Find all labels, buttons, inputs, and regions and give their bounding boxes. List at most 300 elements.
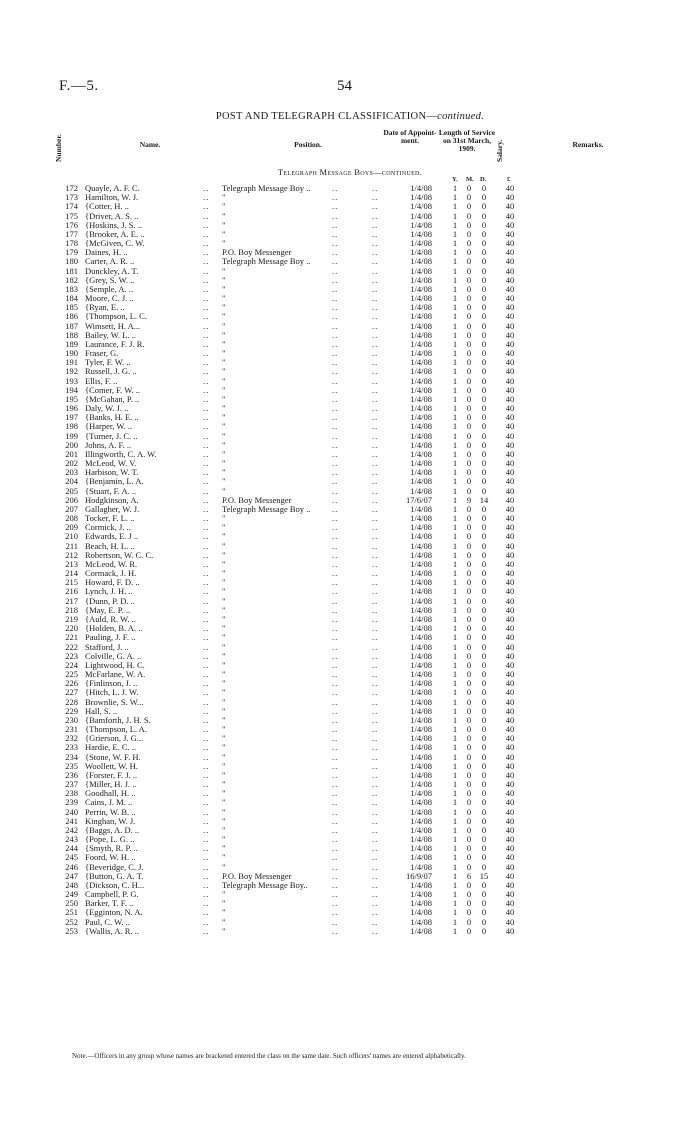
row-date: 1/4/08	[410, 283, 432, 294]
row-number: 195	[65, 393, 78, 404]
row-leader: ..	[332, 228, 339, 239]
row-leader: ..	[332, 751, 339, 762]
row-position: P.O. Boy Messenger	[222, 247, 292, 258]
row-leader: ..	[332, 714, 339, 725]
row-years: 1	[452, 678, 458, 689]
row-number: 214	[65, 568, 78, 579]
row-days: 0	[481, 412, 487, 423]
row-date: 1/4/08	[410, 201, 432, 212]
row-days: 0	[481, 659, 487, 670]
row-number: 197	[65, 412, 78, 423]
row-days: 0	[481, 338, 487, 349]
row-number: 207	[65, 503, 78, 514]
row-months: 0	[466, 274, 472, 285]
row-days: 0	[481, 577, 487, 588]
row-years: 1	[452, 586, 458, 597]
row-name: {Beveridge, C. J.	[85, 861, 144, 872]
row-date: 1/4/08	[410, 265, 432, 276]
row-date: 1/4/08	[410, 742, 432, 753]
page-title	[0, 111, 700, 122]
row-position: "	[222, 604, 226, 615]
row-salary: 40	[505, 861, 515, 872]
row-leader: ..	[372, 824, 379, 835]
row-number: 224	[65, 659, 78, 670]
row-leader: ..	[372, 613, 379, 624]
row-years: 1	[452, 247, 458, 258]
row-leader: ..	[372, 293, 379, 304]
row-leader: ..	[372, 503, 379, 514]
row-number: 248	[65, 879, 78, 890]
row-position: "	[222, 641, 226, 652]
row-months: 0	[466, 403, 472, 414]
row-months: 0	[466, 338, 472, 349]
row-months: 0	[466, 834, 472, 845]
row-leader: ..	[203, 669, 210, 679]
row-name: Gallagher, W. J.	[85, 503, 140, 514]
row-leader: ..	[372, 192, 379, 203]
row-position: "	[222, 329, 226, 340]
row-name: {Button, G. A. T.	[85, 870, 144, 881]
row-years: 1	[452, 494, 458, 505]
row-leader: ..	[203, 238, 210, 249]
row-months: 0	[466, 852, 472, 863]
row-name: Howard, F. D. ..	[85, 577, 140, 588]
row-date: 1/4/08	[410, 595, 432, 606]
row-leader: ..	[332, 925, 339, 936]
row-years: 1	[452, 430, 458, 441]
row-number: 229	[65, 705, 78, 716]
row-leader: ..	[332, 366, 339, 377]
row-leader: ..	[332, 348, 339, 359]
row-number: 244	[65, 843, 78, 854]
row-months: 0	[466, 183, 472, 193]
row-number: 186	[65, 311, 78, 322]
row-months: 0	[466, 568, 472, 579]
row-leader: ..	[372, 247, 379, 258]
row-name: {Thompson, L. C.	[85, 311, 147, 322]
row-days: 0	[481, 403, 487, 414]
row-salary: 40	[505, 393, 515, 404]
row-months: 0	[466, 320, 472, 331]
row-leader: ..	[372, 779, 379, 790]
row-date: 1/4/08	[410, 696, 432, 707]
unit-years: Y.	[452, 176, 458, 183]
row-salary: 40	[505, 907, 515, 918]
row-salary: 40	[505, 879, 515, 890]
row-salary: 40	[505, 485, 515, 496]
row-days: 0	[481, 733, 487, 744]
row-position: "	[222, 861, 226, 872]
row-leader: ..	[203, 879, 210, 890]
row-name: {Forster, F. J. ..	[85, 769, 138, 780]
row-days: 0	[481, 274, 487, 285]
row-months: 0	[466, 210, 472, 221]
row-name: {Brooker, A. E. ..	[85, 228, 145, 239]
row-position: "	[222, 283, 226, 294]
row-position: "	[222, 393, 226, 404]
row-months: 0	[466, 916, 472, 927]
row-leader: ..	[203, 843, 210, 854]
row-months: 0	[466, 604, 472, 615]
row-days: 0	[481, 293, 487, 304]
row-leader: ..	[332, 834, 339, 845]
row-days: 0	[481, 678, 487, 689]
row-leader: ..	[332, 779, 339, 790]
row-days: 0	[481, 907, 487, 918]
row-name: Woollett, W. H.	[85, 760, 138, 771]
row-leader: ..	[332, 210, 339, 221]
row-months: 0	[466, 265, 472, 276]
row-leader: ..	[203, 687, 210, 698]
row-years: 1	[452, 540, 458, 551]
row-months: 0	[466, 788, 472, 799]
row-salary: 40	[505, 219, 515, 230]
row-number: 226	[65, 678, 78, 689]
row-number: 187	[65, 320, 78, 331]
row-leader: ..	[372, 393, 379, 404]
row-years: 1	[452, 604, 458, 615]
row-leader: ..	[203, 769, 210, 780]
row-position: "	[222, 311, 226, 322]
row-leader: ..	[203, 403, 210, 414]
row-name: Daines, H. ..	[85, 247, 128, 258]
header-remarks: Remarks.	[572, 140, 604, 149]
row-years: 1	[452, 879, 458, 890]
row-years: 1	[452, 531, 458, 542]
row-leader: ..	[203, 192, 210, 203]
row-months: 0	[466, 843, 472, 854]
row-date: 1/4/08	[410, 824, 432, 835]
row-leader: ..	[203, 540, 210, 551]
row-leader: ..	[203, 595, 210, 606]
row-number: 246	[65, 861, 78, 872]
row-months: 0	[466, 256, 472, 267]
row-position: Telegraph Message Boy ..	[222, 256, 311, 267]
row-date: 1/4/08	[410, 669, 432, 679]
row-date: 1/4/08	[410, 586, 432, 597]
row-leader: ..	[332, 760, 339, 771]
row-number: 179	[65, 247, 78, 258]
row-name: {Thompson, L. A.	[85, 724, 147, 735]
row-position: "	[222, 586, 226, 597]
row-name: Edwards, E. J ..	[85, 531, 139, 542]
row-leader: ..	[372, 724, 379, 735]
row-position: P.O. Boy Messenger	[222, 870, 292, 881]
row-days: 0	[481, 815, 487, 826]
row-months: 0	[466, 329, 472, 340]
row-name: McFarlane, W. A.	[85, 669, 146, 679]
row-date: 1/4/08	[410, 357, 432, 368]
row-years: 1	[452, 834, 458, 845]
row-position: "	[222, 843, 226, 854]
row-date: 1/4/08	[410, 228, 432, 239]
row-number: 233	[65, 742, 78, 753]
row-name: Lynch, J. H. ..	[85, 586, 133, 597]
row-number: 237	[65, 779, 78, 790]
row-salary: 40	[505, 779, 515, 790]
row-position: "	[222, 348, 226, 359]
row-years: 1	[452, 742, 458, 753]
row-days: 0	[481, 283, 487, 294]
row-days: 0	[481, 549, 487, 560]
row-leader: ..	[203, 779, 210, 790]
row-date: 1/4/08	[410, 219, 432, 230]
row-leader: ..	[332, 283, 339, 294]
row-date: 1/4/08	[410, 861, 432, 872]
row-leader: ..	[372, 705, 379, 716]
row-months: 0	[466, 797, 472, 808]
row-date: 1/4/08	[410, 925, 432, 936]
row-leader: ..	[372, 549, 379, 560]
row-years: 1	[452, 320, 458, 331]
row-leader: ..	[372, 320, 379, 331]
row-date: 1/4/08	[410, 705, 432, 716]
row-days: 0	[481, 613, 487, 624]
row-leader: ..	[332, 476, 339, 487]
row-leader: ..	[372, 843, 379, 854]
row-years: 1	[452, 870, 458, 881]
row-date: 1/4/08	[410, 549, 432, 560]
row-leader: ..	[372, 650, 379, 661]
row-date: 1/4/08	[410, 311, 432, 322]
row-name: {Banks, H. E. ..	[85, 412, 139, 423]
row-position: "	[222, 540, 226, 551]
row-days: 0	[481, 604, 487, 615]
row-days: 0	[481, 724, 487, 735]
row-leader: ..	[372, 256, 379, 267]
row-years: 1	[452, 421, 458, 432]
row-days: 0	[481, 256, 487, 267]
row-name: {Holden, B. A. ..	[85, 623, 143, 634]
row-years: 1	[452, 467, 458, 478]
row-leader: ..	[203, 577, 210, 588]
row-salary: 40	[505, 228, 515, 239]
row-years: 1	[452, 274, 458, 285]
row-leader: ..	[372, 201, 379, 212]
row-years: 1	[452, 861, 458, 872]
row-days: 0	[481, 714, 487, 725]
row-leader: ..	[372, 219, 379, 230]
row-number: 173	[65, 192, 78, 203]
row-name: Campbell, P. G.	[85, 889, 139, 900]
row-years: 1	[452, 760, 458, 771]
row-number: 245	[65, 852, 78, 863]
row-days: 0	[481, 751, 487, 762]
row-salary: 40	[505, 503, 515, 514]
table-row	[0, 202, 700, 211]
row-date: 1/4/08	[410, 714, 432, 725]
row-days: 0	[481, 742, 487, 753]
row-days: 0	[481, 302, 487, 313]
row-days: 0	[481, 522, 487, 533]
row-date: 1/4/08	[410, 183, 432, 193]
row-number: 198	[65, 421, 78, 432]
row-months: 0	[466, 293, 472, 304]
row-salary: 40	[505, 687, 515, 698]
row-date: 1/4/08	[410, 898, 432, 909]
row-leader: ..	[332, 568, 339, 579]
row-number: 209	[65, 522, 78, 533]
row-name: {Comer, F. W. ..	[85, 384, 141, 395]
row-salary: 40	[505, 283, 515, 294]
row-position: "	[222, 403, 226, 414]
row-name: {Semple, A. ..	[85, 283, 133, 294]
row-days: 0	[481, 898, 487, 909]
row-days: 0	[481, 696, 487, 707]
row-leader: ..	[203, 375, 210, 386]
row-days: 0	[481, 797, 487, 808]
row-days: 0	[481, 852, 487, 863]
row-position: "	[222, 714, 226, 725]
row-leader: ..	[372, 898, 379, 909]
row-date: 1/4/08	[410, 540, 432, 551]
row-number: 218	[65, 604, 78, 615]
row-date: 1/4/08	[410, 403, 432, 414]
row-leader: ..	[332, 843, 339, 854]
row-position: "	[222, 623, 226, 634]
row-months: 0	[466, 898, 472, 909]
row-years: 1	[452, 283, 458, 294]
row-days: 0	[481, 861, 487, 872]
row-salary: 40	[505, 421, 515, 432]
row-years: 1	[452, 595, 458, 606]
row-days: 0	[481, 366, 487, 377]
row-salary: 40	[505, 751, 515, 762]
row-name: {Bamforth, J. H. S.	[85, 714, 151, 725]
row-position: "	[222, 357, 226, 368]
row-leader: ..	[372, 641, 379, 652]
row-position: "	[222, 632, 226, 643]
row-name: {Smyth, R. P. ..	[85, 843, 138, 854]
row-number: 240	[65, 806, 78, 817]
row-salary: 40	[505, 403, 515, 414]
row-months: 0	[466, 889, 472, 900]
row-leader: ..	[203, 302, 210, 313]
row-leader: ..	[203, 806, 210, 817]
row-date: 1/4/08	[410, 907, 432, 918]
row-leader: ..	[372, 678, 379, 689]
row-position: "	[222, 467, 226, 478]
row-name: Barker, T. F. ..	[85, 898, 134, 909]
row-months: 0	[466, 623, 472, 634]
row-position: Telegraph Message Boy..	[222, 879, 308, 890]
row-leader: ..	[372, 889, 379, 900]
row-months: 0	[466, 201, 472, 212]
row-leader: ..	[332, 201, 339, 212]
row-salary: 40	[505, 586, 515, 597]
row-position: "	[222, 384, 226, 395]
header-salary	[496, 128, 514, 170]
row-salary: 40	[505, 467, 515, 478]
row-number: 215	[65, 577, 78, 588]
row-salary: 40	[505, 623, 515, 634]
row-name: Moore, C. J. ..	[85, 293, 134, 304]
row-months: 0	[466, 641, 472, 652]
row-leader: ..	[372, 879, 379, 890]
row-days: 0	[481, 760, 487, 771]
row-salary: 40	[505, 889, 515, 900]
row-position: "	[222, 595, 226, 606]
row-number: 211	[65, 540, 78, 551]
row-name: {Grierson, J. G...	[85, 733, 144, 744]
row-years: 1	[452, 357, 458, 368]
row-leader: ..	[203, 366, 210, 377]
row-leader: ..	[332, 238, 339, 249]
row-months: 0	[466, 824, 472, 835]
row-leader: ..	[372, 604, 379, 615]
row-leader: ..	[372, 568, 379, 579]
row-months: 0	[466, 760, 472, 771]
row-leader: ..	[203, 733, 210, 744]
row-number: 178	[65, 238, 78, 249]
header-number	[55, 128, 85, 170]
row-date: 1/4/08	[410, 687, 432, 698]
row-position: "	[222, 687, 226, 698]
row-leader: ..	[203, 348, 210, 359]
row-name: Foord, W. H. ..	[85, 852, 136, 863]
row-months: 0	[466, 485, 472, 496]
row-leader: ..	[203, 494, 210, 505]
row-days: 0	[481, 925, 487, 936]
row-months: 0	[466, 430, 472, 441]
row-name: Tyler, F. W. ..	[85, 357, 131, 368]
row-number: 191	[65, 357, 78, 368]
row-number: 234	[65, 751, 78, 762]
row-date: 1/4/08	[410, 879, 432, 890]
row-name: Cormack, J. H.	[85, 568, 137, 579]
row-leader: ..	[332, 577, 339, 588]
row-date: 1/4/08	[410, 256, 432, 267]
row-years: 1	[452, 302, 458, 313]
row-months: 0	[466, 439, 472, 450]
row-number: 250	[65, 898, 78, 909]
row-name: {McGiven, C. W.	[85, 238, 145, 249]
row-leader: ..	[203, 201, 210, 212]
row-leader: ..	[332, 494, 339, 505]
row-leader: ..	[332, 733, 339, 744]
row-leader: ..	[203, 384, 210, 395]
row-leader: ..	[203, 513, 210, 524]
row-months: 0	[466, 669, 472, 679]
row-years: 1	[452, 925, 458, 936]
row-leader: ..	[332, 412, 339, 423]
row-leader: ..	[372, 916, 379, 927]
row-position: "	[222, 201, 226, 212]
row-salary: 40	[505, 595, 515, 606]
row-position: "	[222, 238, 226, 249]
row-years: 1	[452, 843, 458, 854]
row-years: 1	[452, 650, 458, 661]
row-salary: 40	[505, 815, 515, 826]
row-days: 0	[481, 641, 487, 652]
row-salary: 40	[505, 714, 515, 725]
row-days: 0	[481, 384, 487, 395]
row-leader: ..	[203, 632, 210, 643]
row-leader: ..	[372, 366, 379, 377]
row-leader: ..	[372, 522, 379, 533]
row-salary: 40	[505, 604, 515, 615]
row-salary: 40	[505, 797, 515, 808]
row-years: 1	[452, 485, 458, 496]
row-salary: 40	[505, 412, 515, 423]
row-salary: 40	[505, 540, 515, 551]
row-salary: 40	[505, 806, 515, 817]
row-leader: ..	[203, 283, 210, 294]
row-date: 1/4/08	[410, 751, 432, 762]
row-date: 1/4/08	[410, 659, 432, 670]
row-date: 1/4/08	[410, 430, 432, 441]
row-date: 1/4/08	[410, 522, 432, 533]
